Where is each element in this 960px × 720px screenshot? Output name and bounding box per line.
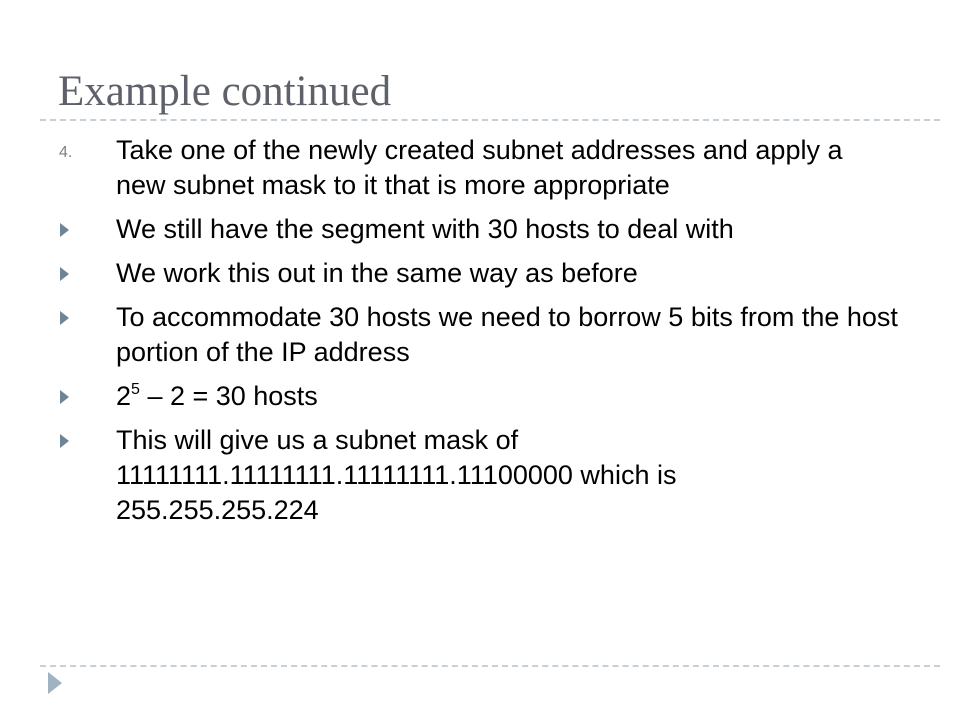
slide-title: Example continued — [58, 68, 392, 115]
triangle-arrow-icon — [48, 672, 62, 694]
item-number: 4. — [59, 144, 73, 161]
title-divider — [40, 119, 940, 121]
item-text: Take one of the newly created subnet addresses and apply a new subnet mask to it that is more appropriate — [116, 135, 843, 200]
item-text: We still have the segment with 30 hosts to deal with — [116, 214, 734, 244]
list-item — [58, 256, 898, 291]
triangle-bullet-icon — [60, 223, 69, 237]
list-item — [58, 300, 898, 370]
item-text: We work this out in the same way as before — [116, 258, 638, 288]
subnet-mask-binary-line: 11111111.11111111.11111111.11100000 which is — [116, 460, 677, 490]
subnet-mask-decimal: 255.255.255.224 — [116, 495, 319, 525]
formula-rest: – 2 = 30 hosts — [139, 381, 318, 411]
triangle-bullet-icon — [60, 434, 69, 448]
formula-base: 2 — [116, 381, 132, 411]
footer-divider — [40, 665, 940, 667]
list-item — [58, 379, 898, 414]
item-text-line-1: This will give us a subnet mask of — [116, 425, 519, 455]
numbered-item — [58, 133, 898, 203]
triangle-bullet-icon — [60, 267, 69, 281]
item-text: To accommodate 30 hosts we need to borrow 5 bits from the host portion of the IP address — [116, 302, 898, 367]
triangle-bullet-icon — [60, 311, 69, 325]
list-item — [58, 212, 898, 247]
list-item — [58, 423, 898, 528]
triangle-bullet-icon — [60, 390, 69, 404]
formula-exponent: 5 — [131, 381, 140, 398]
bullet-list — [58, 133, 898, 537]
